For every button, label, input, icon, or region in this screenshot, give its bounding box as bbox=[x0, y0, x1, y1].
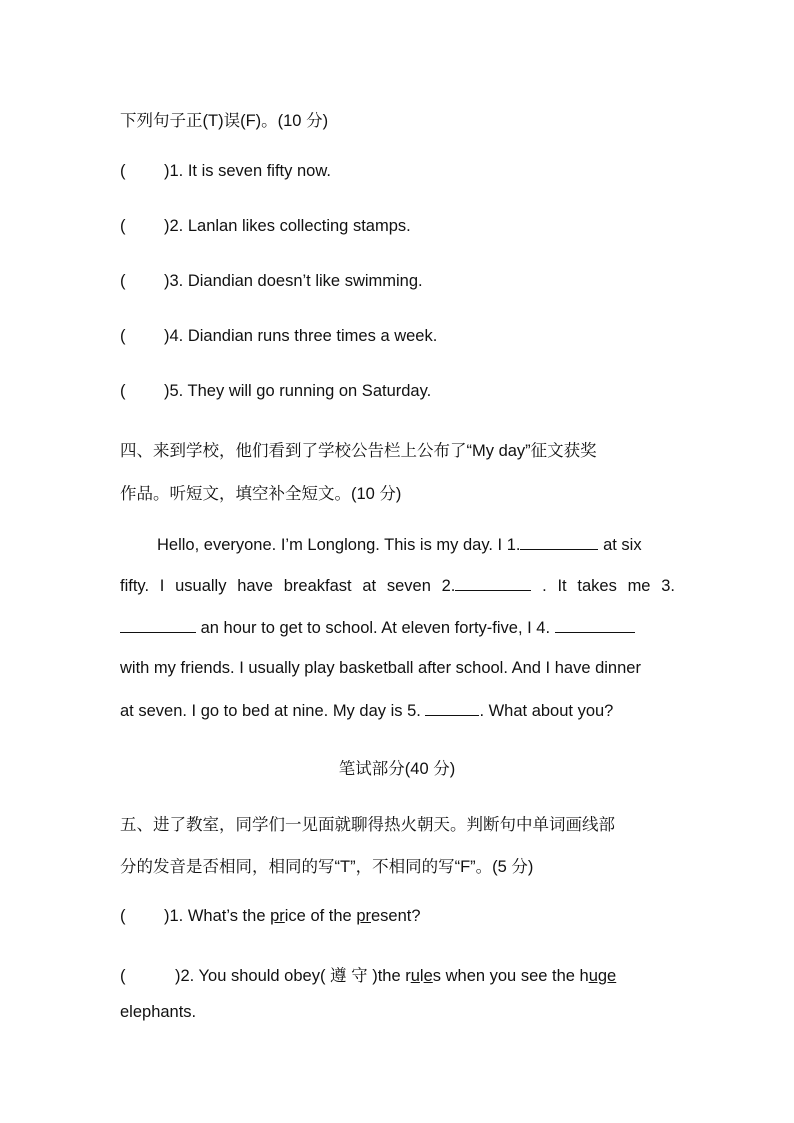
tf-item-5 bbox=[120, 382, 431, 401]
answer-paren-open: ( bbox=[120, 272, 126, 290]
answer-paren-close: ) bbox=[164, 217, 170, 235]
passage-line-4: with my friends. I usually play basketball after school. And I have dinner bbox=[120, 659, 641, 677]
passage-text: fifty. I usually have breakfast at seven 2. bbox=[120, 577, 456, 595]
pron-text: 2. You should obey( 遵 守 )the r bbox=[180, 967, 411, 985]
underlined-letters: uge bbox=[588, 967, 617, 985]
answer-paren-open: ( bbox=[120, 162, 126, 180]
pron-text: ice of the bbox=[284, 907, 357, 925]
fill-blank-2[interactable] bbox=[455, 576, 531, 591]
answer-paren-close: ) bbox=[164, 907, 170, 925]
passage-text: Hello, everyone. I’m Longlong. This is my day. I 1. bbox=[157, 536, 521, 554]
underlined-letters: pr bbox=[270, 907, 285, 925]
pron-text: esent? bbox=[370, 907, 421, 925]
pron-text: 1. What’s the bbox=[169, 907, 271, 925]
section4-instruction-line1: 四、来到学校，他们看到了学校公告栏上公布了“My day”征文获奖 bbox=[120, 442, 597, 460]
passage-text: an hour to get to school. At eleven forty-five, I 4. bbox=[200, 619, 551, 637]
passage-text: . It takes me 3. bbox=[542, 577, 675, 595]
pron-text: l bbox=[419, 967, 424, 985]
pron-item-1 bbox=[120, 907, 421, 926]
tf-item-2 bbox=[120, 217, 411, 236]
tf-item-text: 4. Diandian runs three times a week. bbox=[169, 327, 438, 345]
pron-item-2 bbox=[120, 962, 616, 986]
tf-item-text: 3. Diandian doesn’t like swimming. bbox=[169, 272, 423, 290]
tf-item-3 bbox=[120, 272, 423, 291]
answer-paren-close: ) bbox=[164, 382, 170, 400]
answer-paren-close: ) bbox=[164, 327, 170, 345]
section3-instruction: 下列句子正(T)误(F)。(10 分) bbox=[120, 112, 329, 130]
fill-blank-1[interactable] bbox=[520, 535, 598, 550]
tf-item-1 bbox=[120, 162, 331, 181]
fill-blank-4[interactable] bbox=[555, 618, 635, 633]
section4-instruction-line2: 作品。听短文，填空补全短文。(10 分) bbox=[120, 485, 402, 503]
passage-text: . What about you? bbox=[479, 702, 614, 720]
answer-paren-open: ( bbox=[120, 217, 126, 235]
written-section-heading: 笔试部分(40 分) bbox=[338, 760, 456, 778]
answer-paren-open: ( bbox=[120, 382, 126, 400]
underlined-letters: u bbox=[410, 967, 420, 985]
tf-item-text: 5. They will go running on Saturday. bbox=[169, 382, 432, 400]
underlined-letters: e bbox=[423, 967, 433, 985]
passage-line-1 bbox=[157, 535, 642, 555]
passage-text: at seven. I go to bed at nine. My day is 5. bbox=[120, 702, 421, 720]
tf-item-text: 2. Lanlan likes collecting stamps. bbox=[169, 217, 411, 235]
passage-line-2 bbox=[120, 576, 675, 596]
fill-blank-5[interactable] bbox=[425, 701, 479, 716]
answer-paren-close: ) bbox=[164, 162, 170, 180]
tf-item-text: 1. It is seven fifty now. bbox=[169, 162, 331, 180]
answer-paren-open: ( bbox=[120, 967, 126, 985]
answer-paren-open: ( bbox=[120, 907, 126, 925]
section5-instruction-line1: 五、进了教室，同学们一见面就聊得热火朝天。判断句中单词画线部 bbox=[120, 816, 615, 834]
section5-instruction-line2: 分的发音是否相同，相同的写“T”，不相同的写“F”。(5 分) bbox=[120, 858, 534, 876]
passage-text: at six bbox=[603, 536, 642, 554]
answer-paren-close: ) bbox=[164, 272, 170, 290]
passage-line-3 bbox=[120, 618, 635, 638]
tf-item-4 bbox=[120, 327, 437, 346]
answer-paren-open: ( bbox=[120, 327, 126, 345]
pron-text: s when you see the h bbox=[432, 967, 589, 985]
pron-item-2-continued: elephants. bbox=[120, 1003, 197, 1021]
passage-line-5 bbox=[120, 701, 613, 721]
answer-paren-close: ) bbox=[175, 967, 181, 985]
underlined-letters: pr bbox=[356, 907, 371, 925]
fill-blank-3[interactable] bbox=[120, 618, 196, 633]
